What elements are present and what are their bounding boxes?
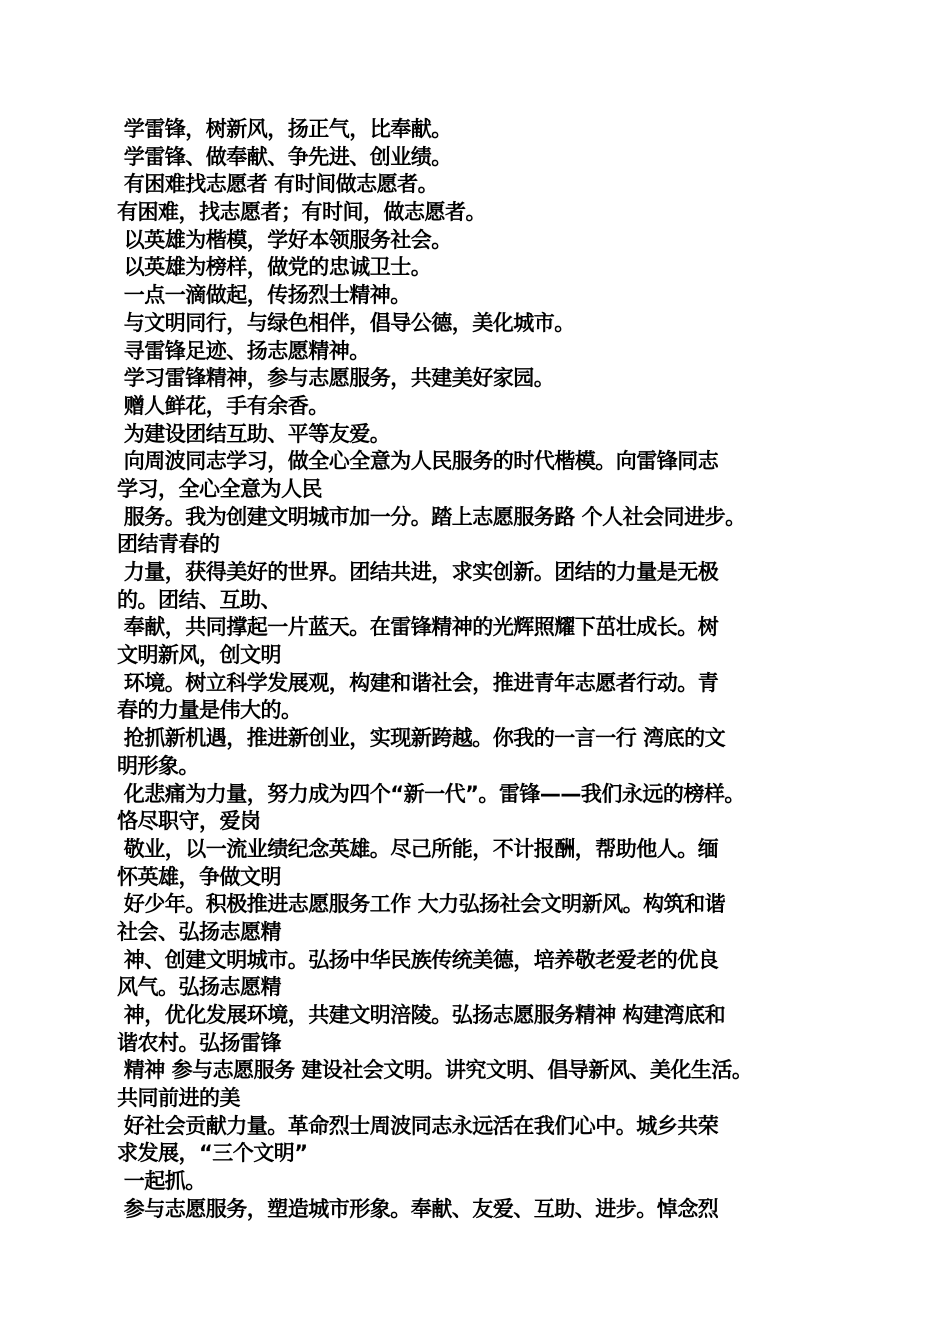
text-line: 有困难找志愿者 有时间做志愿者。 xyxy=(117,172,439,197)
text-line: 文明新风，创文明 xyxy=(117,643,281,668)
text-line: 与文明同行，与绿色相伴，倡导公德，美化城市。 xyxy=(117,310,575,335)
text-line: 风气。弘扬志愿精 xyxy=(117,975,281,1000)
text-line: 一起抓。 xyxy=(117,1169,206,1194)
text-line: 有困难，找志愿者；有时间，做志愿者。 xyxy=(117,200,486,225)
text-line: 敬业，以一流业绩纪念英雄。尽己所能，不计报酬，帮助他人。缅 xyxy=(117,836,719,861)
text-line: 共同前进的美 xyxy=(117,1086,240,1111)
text-line: 神、创建文明城市。弘扬中华民族传统美德，培养敬老爱老的优良 xyxy=(117,947,719,972)
text-line: 学雷锋，树新风，扬正气，比奉献。 xyxy=(117,117,452,141)
text-line: 奉献，共同撑起一片蓝天。在雷锋精神的光辉照耀下茁壮成长。树 xyxy=(117,615,719,640)
text-line: 春的力量是伟大的。 xyxy=(117,698,302,723)
text-line: 赠人鲜花，手有余香。 xyxy=(117,393,329,418)
text-line: 寻雷锋足迹、扬志愿精神。 xyxy=(117,338,370,363)
text-line: 以英雄为楷模，学好本领服务社会。 xyxy=(117,227,452,252)
text-line: 学雷锋、做奉献、争先进、创业绩。 xyxy=(117,144,452,169)
text-line: 参与志愿服务，塑造城市形象。奉献、友爱、互助、进步。悼念烈 xyxy=(117,1196,719,1221)
text-line: 求发展，“三个文明” xyxy=(117,1141,308,1166)
text-line: 谐农村。弘扬雷锋 xyxy=(117,1030,281,1055)
text-line: 以英雄为榜样，做党的忠诚卫士。 xyxy=(117,255,432,280)
text-line: 学习雷锋精神，参与志愿服务，共建美好家园。 xyxy=(117,366,555,391)
text-line: 好少年。积极推进志愿服务工作 大力弘扬社会文明新风。构筑和谐 xyxy=(117,892,726,917)
text-line: 团结青春的 xyxy=(117,532,220,557)
text-line: 神，优化发展环境，共建文明涪陵。弘扬志愿服务精神 构建湾底和 xyxy=(117,1003,726,1027)
document-body xyxy=(117,116,847,1224)
text-line: 恪尽职守，爱岗 xyxy=(117,809,261,834)
text-line: 力量，获得美好的世界。团结共进，求实创新。团结的力量是无极 xyxy=(117,560,719,584)
text-line: 的。团结、互助、 xyxy=(117,587,281,612)
text-line: 为建设团结互助、平等友爱。 xyxy=(117,421,391,446)
text-line: 社会、弘扬志愿精 xyxy=(117,919,281,944)
text-line: 一点一滴做起，传扬烈士精神。 xyxy=(117,283,411,308)
text-line: 学习，全心全意为人民 xyxy=(117,476,322,501)
text-line: 明形象。 xyxy=(117,753,199,778)
text-line: 抢抓新机遇，推进新创业，实现新跨越。你我的一言一行 湾底的文 xyxy=(117,726,726,751)
text-line: 化悲痛为力量，努力成为四个“新一代”。雷锋——我们永远的榜样。 xyxy=(117,781,745,806)
text-line: 怀英雄，争做文明 xyxy=(117,864,281,889)
text-line: 向周波同志学习，做全心全意为人民服务的时代楷模。向雷锋同志 xyxy=(117,449,719,474)
text-line: 环境。树立科学发展观，构建和谐社会，推进青年志愿者行动。青 xyxy=(117,670,719,695)
text-line: 服务。我为创建文明城市加一分。踏上志愿服务路 个人社会同进步。 xyxy=(117,504,746,529)
text-line: 精神 参与志愿服务 建设社会文明。讲究文明、倡导新风、美化生活。 xyxy=(117,1058,753,1083)
text-line: 好社会贡献力量。革命烈士周波同志永远活在我们心中。城乡共荣 xyxy=(117,1113,719,1138)
